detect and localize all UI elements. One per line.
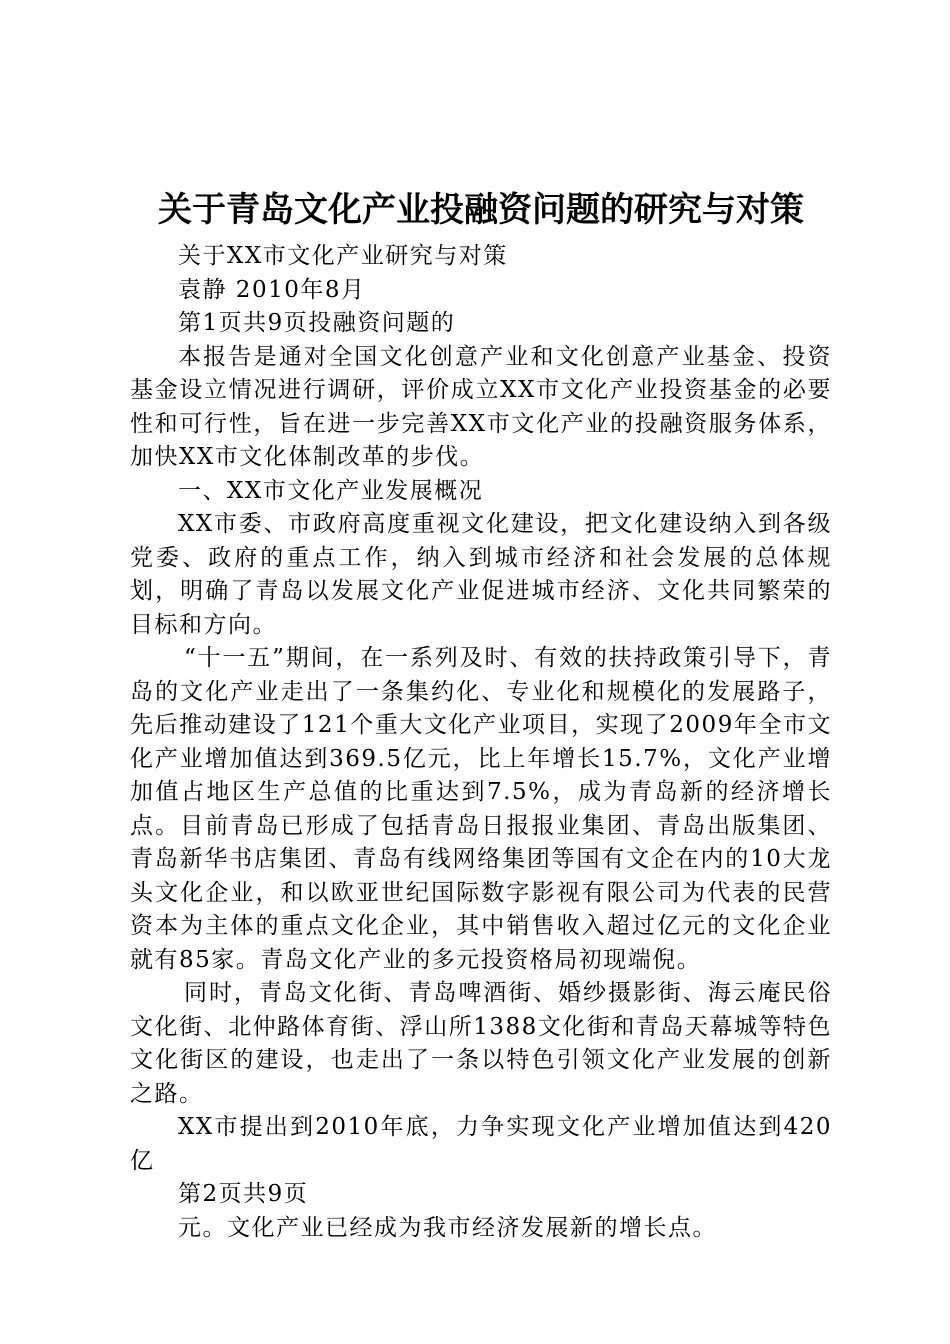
document-page [130, 188, 832, 1245]
body-paragraph: XX市提出到2010年底，力争实现文化产业增加值达到420亿 [130, 1114, 832, 1174]
page-marker: 第2页共9页 [178, 1181, 309, 1207]
intro-paragraph: 本报告是通对全国文化创意产业和文化创意产业基金、投资基金设立情况进行调研，评价成立XX市文化产业投资基金的必要性和可行性，旨在进一步完善XX市文化产业的投融资服务体系，加快XX市文化体制改革的步伐。 [130, 343, 832, 470]
author-date: 袁静 2010年8月 [178, 276, 366, 303]
body-paragraph: “十一五”期间，在一系列及时、有效的扶持政策引导下，青岛的文化产业走出了一条集约化、专业化和规模化的发展路子，先后推动建设了121个重大文化产业项目，实现了2009年全市文化产业增加值达到369.5亿元，比上年增长15.7%，文化产业增加值占地区生产总值的比重达到7.5%，成为青岛新的经济增长点。目前青岛已形成了包括青岛日报报业集团、青岛出版集团、青岛新华书店集团、青岛有线网络集团等国有文企在内的10大龙头文化企业，和以欧亚世纪国际数字影视有限公司为代表的民营资本为主体的重点文化企业，其中销售收入超过亿元的文化企业就有85家。青岛文化产业的多元投资格局初现端倪。 [130, 645, 832, 973]
page-marker: 第1页共9页投融资问题的 [178, 310, 456, 336]
body-paragraph: XX市委、市政府高度重视文化建设，把文化建设纳入到各级党委、政府的重点工作，纳入到城市经济和社会发展的总体规划，明确了青岛以发展文化产业促进城市经济、文化共同繁荣的目标和方向。 [130, 511, 832, 638]
document-title: 关于青岛文化产业投融资问题的研究与对策 [158, 190, 804, 230]
document-subtitle: 关于XX市文化产业研究与对策 [178, 243, 508, 269]
body-paragraph: 同时，青岛文化街、青岛啤酒街、婚纱摄影街、海云庵民俗文化街、北仲路体育街、浮山所1388文化街和青岛天幕城等特色文化街区的建设，也走出了一条以特色引领文化产业发展的创新之路。 [130, 980, 832, 1107]
body-paragraph: 元。文化产业已经成为我市经济发展新的增长点。 [178, 1214, 717, 1241]
section-heading: 一、XX市文化产业发展概况 [178, 477, 484, 504]
